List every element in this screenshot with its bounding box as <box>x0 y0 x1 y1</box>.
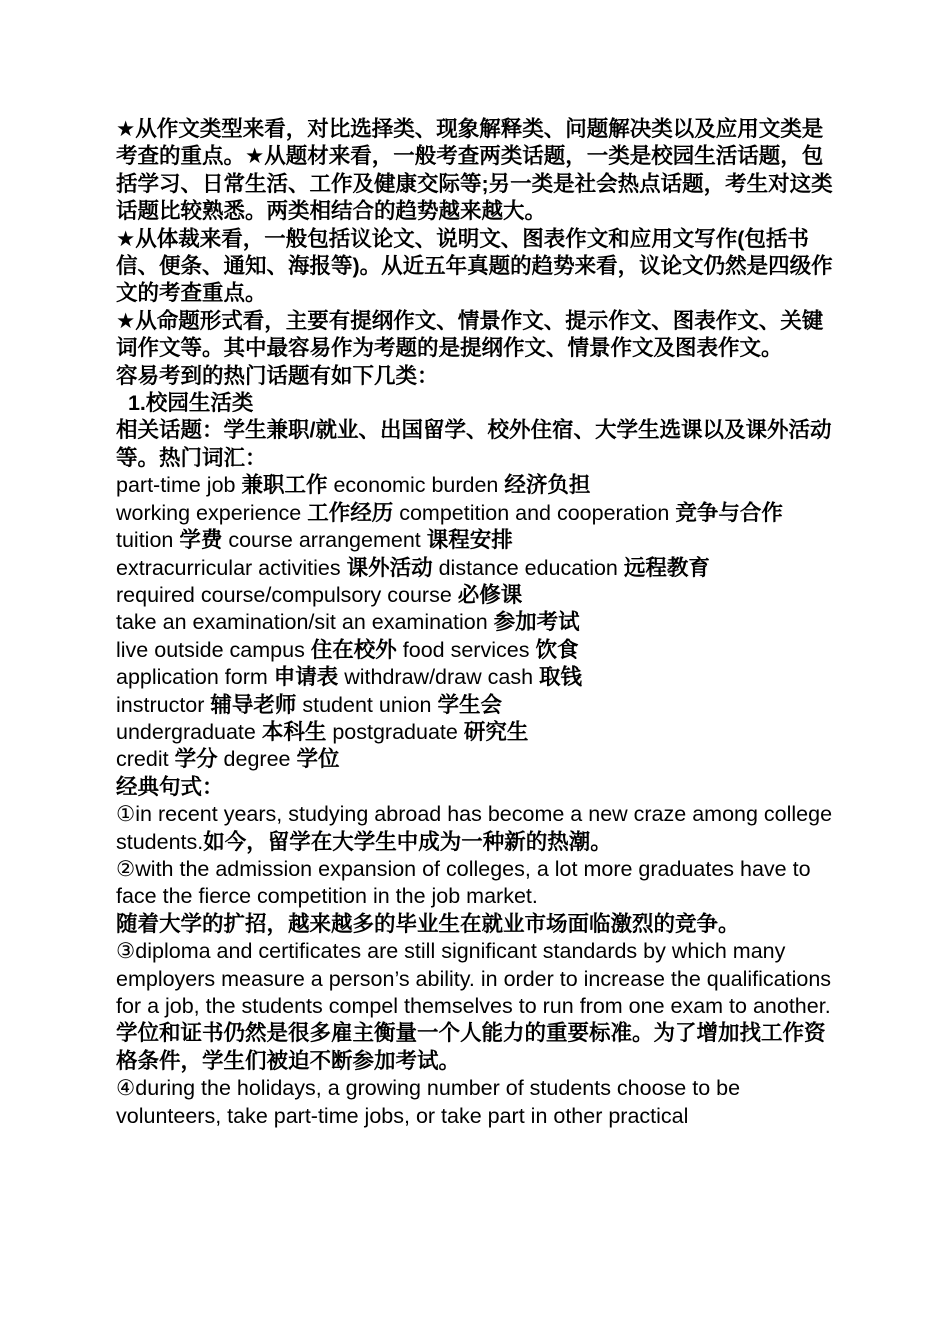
english-text: ①in recent years, studying abroad has become a new craze among college students. <box>116 802 833 854</box>
english-text: distance education <box>432 555 624 580</box>
chinese-text: 随着大学的扩招，越来越多的毕业生在就业市场面临激烈的竞争。 <box>116 911 740 936</box>
english-text: competition and cooperation <box>393 500 676 525</box>
chinese-text: 课程安排 <box>426 528 513 553</box>
chinese-text: 工作经历 <box>307 500 394 525</box>
sentence-list <box>116 801 842 1130</box>
english-text: part-time job <box>116 473 242 498</box>
chinese-text: 住在校外 <box>310 637 397 662</box>
vocabulary-list <box>116 472 842 773</box>
sentence-line <box>116 856 842 911</box>
vocabulary-line <box>116 719 842 746</box>
english-text: postgraduate <box>326 719 464 744</box>
intro-paragraph-1: ★从作文类型来看，对比选择类、现象解释类、问题解决类以及应用文类是考查的重点。★从题材来看，一般考查两类话题，一类是校园生活话题，包括学习、日常生活、工作及健康交际等;另一类是社会热点话题，考生对这类话题比较熟悉。两类相结合的趋势越来越大。 <box>116 117 833 224</box>
english-text: ②with the admission expansion of colleges, a lot more graduates have to face the fierce competition in the job market. <box>116 856 811 909</box>
vocabulary-line <box>116 582 842 609</box>
english-text: required course/compulsory course <box>116 582 458 607</box>
english-text: economic burden <box>327 473 505 498</box>
chinese-text: 经济负担 <box>504 473 591 498</box>
sentence-line <box>116 911 842 938</box>
chinese-text: 饮食 <box>535 637 579 662</box>
chinese-text: 本科生 <box>261 719 327 744</box>
campus-life-heading: 1.校园生活类 <box>116 391 254 416</box>
english-text: ③diploma and certificates are still significant standards by which many employers measure a person’s ability. in order to increase the qualifications for a job, the students compel themselves to run from one exam to another. <box>116 939 832 1018</box>
english-text: undergraduate <box>116 719 262 744</box>
chinese-text: 研究生 <box>463 719 529 744</box>
vocabulary-line <box>116 500 842 527</box>
chinese-text: 学费 <box>179 528 223 553</box>
english-text: take an examination/sit an examination <box>116 610 494 635</box>
english-text: live outside campus <box>116 637 311 662</box>
hot-topics-heading: 容易考到的热门话题有如下几类： <box>116 363 439 388</box>
chinese-text: 如今，留学在大学生中成为一种新的热潮。 <box>203 829 612 854</box>
vocabulary-line <box>116 664 842 691</box>
english-text: course arrangement <box>222 528 427 553</box>
chinese-text: 远程教育 <box>623 555 710 580</box>
sentence-line <box>116 1075 842 1130</box>
chinese-text: 学分 <box>174 747 218 772</box>
vocabulary-line <box>116 746 842 773</box>
sentences-heading: 经典句式： <box>116 774 224 799</box>
english-text: ④during the holidays, a growing number of students choose to be volunteers, take part-time jobs, or take part in other practical <box>116 1076 741 1128</box>
english-text: tuition <box>116 528 180 553</box>
sentence-line <box>116 1020 842 1075</box>
intro-paragraph-3: ★从命题形式看，主要有提纲作文、情景作文、提示作文、图表作文、关键词作文等。其中最容易作为考题的是提纲作文、情景作文及图表作文。 <box>116 308 824 361</box>
english-text: credit <box>116 747 175 772</box>
vocabulary-line <box>116 609 842 636</box>
intro-paragraph-2: ★从体裁来看，一般包括议论文、说明文、图表作文和应用文写作(包括书信、便条、通知、海报等)。从近五年真题的趋势来看，议论文仍然是四级作文的考查重点。 <box>116 226 833 306</box>
english-text: degree <box>217 747 297 772</box>
english-text: application form <box>116 665 274 690</box>
chinese-text: 辅导老师 <box>210 692 297 717</box>
vocabulary-line <box>116 555 842 582</box>
chinese-text: 学位和证书仍然是很多雇主衡量一个人能力的重要标准。为了增加找工作资格条件，学生们被迫不断参加考试。 <box>116 1021 826 1073</box>
english-text: working experience <box>116 500 308 525</box>
vocabulary-line <box>116 527 842 554</box>
english-text: extracurricular activities <box>116 555 347 580</box>
vocabulary-line <box>116 472 842 499</box>
chinese-text: 学生会 <box>437 692 502 717</box>
chinese-text: 兼职工作 <box>241 473 328 498</box>
vocabulary-line <box>116 692 842 719</box>
chinese-text: 申请表 <box>273 665 339 690</box>
related-topics-paragraph: 相关话题：学生兼职/就业、出国留学、校外住宿、大学生选课以及课外活动等。热门词汇： <box>116 418 832 470</box>
document-page <box>116 116 842 1130</box>
chinese-text: 取钱 <box>539 665 583 690</box>
english-text: instructor <box>116 692 211 717</box>
sentence-line <box>116 801 842 856</box>
vocabulary-line <box>116 637 842 664</box>
english-text: food services <box>396 637 536 662</box>
chinese-text: 课外活动 <box>346 555 433 580</box>
english-text: student union <box>296 692 438 717</box>
chinese-text: 参加考试 <box>493 610 580 635</box>
sentence-line <box>116 938 842 1020</box>
chinese-text: 必修课 <box>457 582 523 607</box>
english-text: withdraw/draw cash <box>338 665 540 690</box>
chinese-text: 竞争与合作 <box>675 500 783 525</box>
chinese-text: 学位 <box>296 747 340 772</box>
